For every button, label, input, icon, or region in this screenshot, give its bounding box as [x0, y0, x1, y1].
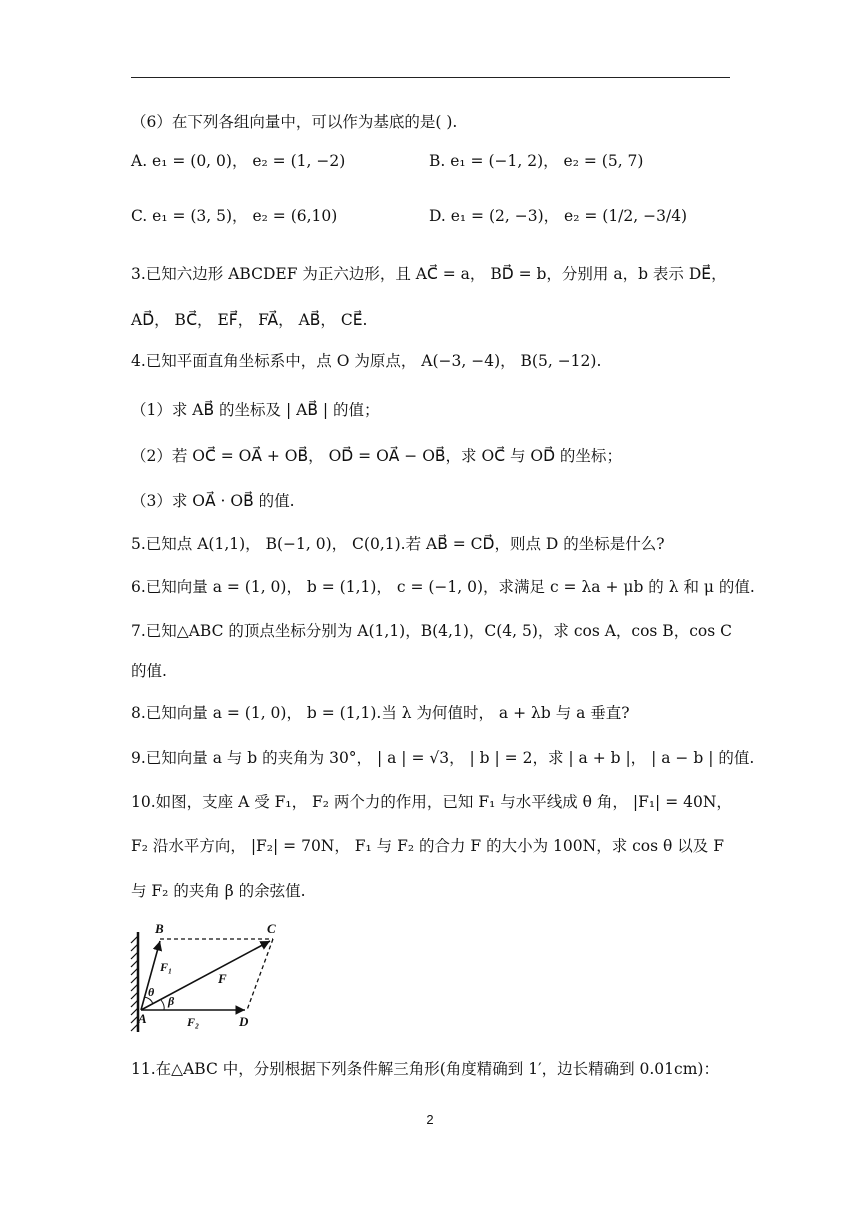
question-4-part-3: （3）求 OA⃗ · OB⃗ 的值.: [131, 492, 295, 510]
question-9: 9.已知向量 a 与 b 的夹角为 30°， | a | = √3， | b | = 2，求 | a + b |， | a − b | 的值.: [131, 749, 755, 767]
question-7-line-1: 7.已知△ABC 的顶点坐标分别为 A(1,1)，B(4,1)，C(4, 5)，求 cos A，cos B，cos C: [131, 622, 732, 640]
question-7-line-2: 的值.: [131, 662, 167, 680]
question-10-line-1: 10.如图，支座 A 受 F₁， F₂ 两个力的作用，已知 F₁ 与水平线成 θ 角， |F₁| = 40N，: [131, 793, 732, 811]
option-d: D. e₁ = (2, −3)， e₂ = (1/2, −3/4): [429, 207, 688, 225]
question-4-stem: 4.已知平面直角坐标系中，点 O 为原点， A(−3, −4)， B(5, −12).: [131, 352, 602, 370]
question-11: 11.在△ABC 中，分别根据下列条件解三角形(角度精确到 1′，边长精确到 0.01cm)：: [131, 1060, 719, 1078]
page-number: 2: [426, 1112, 434, 1127]
question-4-part-2: （2）若 OC⃗ = OA⃗ + OB⃗， OD⃗ = OA⃗ − OB⃗，求 OC⃗ 与 OD⃗ 的坐标；: [131, 447, 622, 465]
angle-arc-beta: [161, 1000, 164, 1010]
label-theta: θ: [148, 985, 155, 999]
question-5: 5.已知点 A(1,1)， B(−1, 0)， C(0,1).若 AB⃗ = CD⃗，则点 D 的坐标是什么?: [131, 535, 665, 553]
label-f1: F₁: [160, 960, 173, 974]
question-3-line-1: 3.已知六边形 ABCDEF 为正六边形，且 AC⃗ = a， BD⃗ = b，分别用 a，b 表示 DE⃗，: [131, 265, 727, 283]
question-4-part-1: （1）求 AB⃗ 的坐标及 | AB⃗ | 的值；: [131, 401, 380, 419]
label-d: D: [239, 1014, 249, 1029]
label-beta: β: [168, 994, 175, 1008]
question-10-line-2: F₂ 沿水平方向， |F₂| = 70N， F₁ 与 F₂ 的合力 F 的大小为 100N，求 cos θ 以及 F: [131, 837, 724, 855]
question-6-stem: （6）在下列各组向量中，可以作为基底的是( ).: [131, 113, 458, 131]
label-b: B: [155, 921, 164, 936]
question-3-line-2: AD⃗， BC⃗， EF⃗， FA⃗， AB⃗， CE⃗.: [131, 311, 368, 329]
question-6: 6.已知向量 a = (1, 0)， b = (1,1)， c = (−1, 0)，求满足 c = λa + μb 的 λ 和 μ 的值.: [131, 578, 755, 596]
force-diagram: [125, 918, 295, 1036]
label-a: A: [138, 1011, 147, 1026]
dashed-right-side: [247, 939, 273, 1010]
label-c: C: [267, 921, 276, 936]
label-f2: F₂: [187, 1015, 200, 1029]
question-8: 8.已知向量 a = (1, 0)， b = (1,1).当 λ 为何值时， a + λb 与 a 垂直?: [131, 704, 630, 722]
option-a: A. e₁ = (0, 0)， e₂ = (1, −2): [131, 152, 346, 170]
question-10-line-3: 与 F₂ 的夹角 β 的余弦值.: [131, 882, 306, 900]
option-b: B. e₁ = (−1, 2)， e₂ = (5, 7): [429, 152, 644, 170]
label-f: F: [218, 971, 227, 986]
wall-support: [131, 932, 138, 1032]
header-rule: [131, 77, 730, 78]
option-c: C. e₁ = (3, 5)， e₂ = (6,10): [131, 207, 338, 225]
